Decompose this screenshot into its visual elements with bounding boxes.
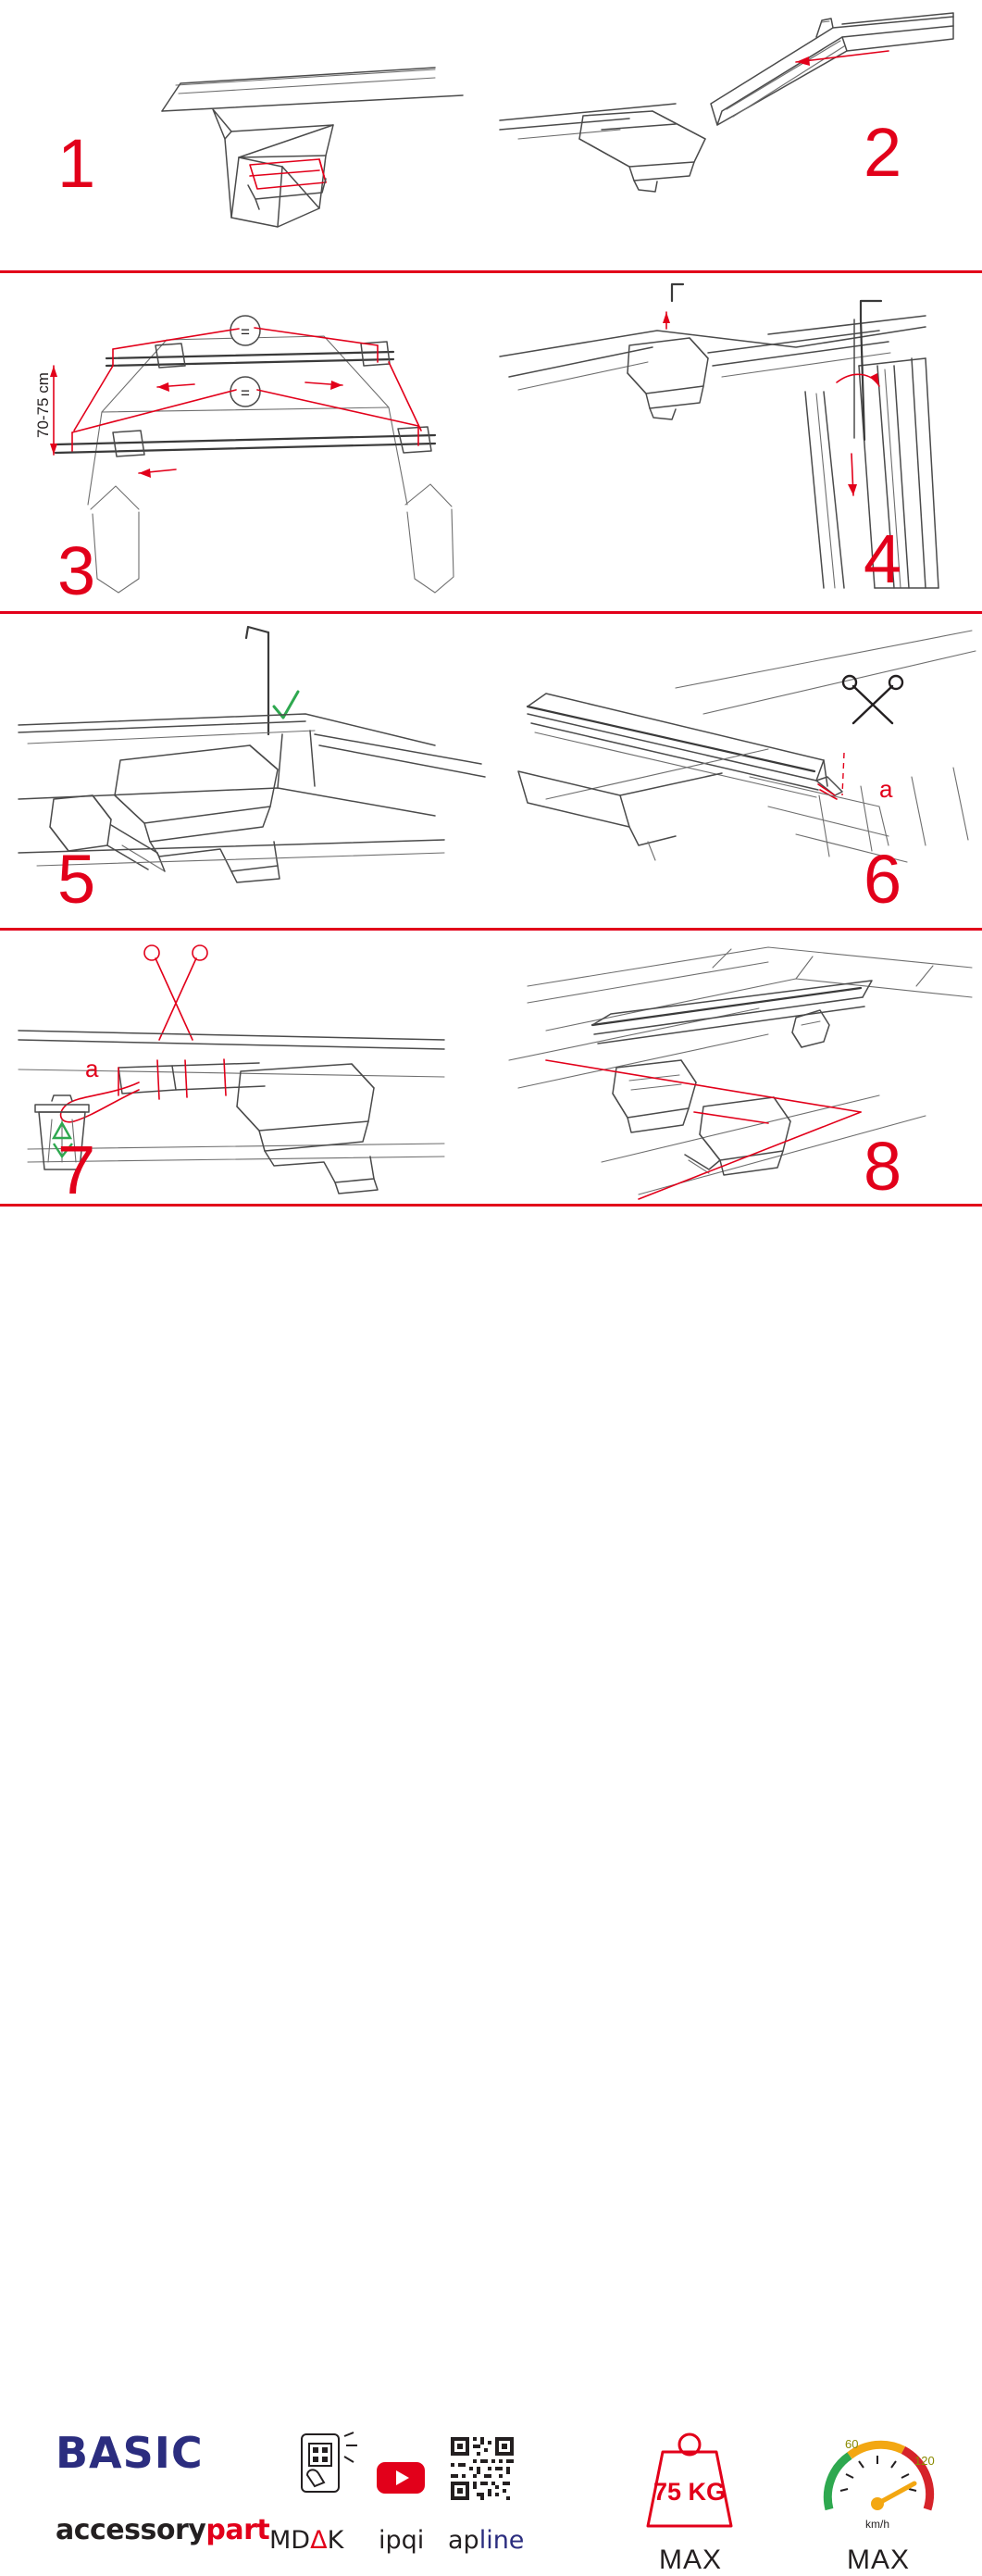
step-6-illustration bbox=[491, 614, 982, 928]
brand-title: BASIC bbox=[56, 2428, 204, 2478]
step-1-panel bbox=[0, 0, 491, 270]
step-8-panel bbox=[491, 931, 982, 1204]
step-5-panel bbox=[0, 614, 491, 928]
gauge-tick-120: 120 bbox=[914, 2454, 935, 2468]
step-7-part-label: a bbox=[85, 1055, 99, 1082]
step-5-number: 5 bbox=[57, 841, 96, 918]
step-6-part-label: a bbox=[879, 775, 893, 803]
max-speed-caption: MAX bbox=[847, 2545, 911, 2575]
step-8-number: 8 bbox=[864, 1128, 902, 1204]
max-load-caption: MAX bbox=[659, 2545, 723, 2575]
step-2-number: 2 bbox=[864, 114, 902, 191]
mdak-phone-icon bbox=[287, 2431, 370, 2505]
step-6-panel bbox=[491, 614, 982, 928]
qr-code-icon[interactable] bbox=[449, 2435, 516, 2502]
step-2-panel bbox=[491, 0, 982, 270]
step-4-number: 4 bbox=[864, 520, 902, 597]
step-4-illustration bbox=[491, 273, 982, 611]
step-4-panel bbox=[491, 273, 982, 611]
step-3-dimension-label: 70-75 cm bbox=[34, 372, 52, 438]
step-6-number: 6 bbox=[864, 841, 902, 918]
step-3-number: 3 bbox=[57, 532, 96, 609]
brand-sub-left: accessory bbox=[56, 2514, 206, 2546]
equal-mark-1: = bbox=[241, 323, 250, 341]
mdak-label: MDΔK bbox=[269, 2526, 344, 2555]
brand-subtitle bbox=[56, 2514, 269, 2546]
step-1-number: 1 bbox=[57, 125, 96, 202]
max-load-value: 75 KG bbox=[653, 2478, 727, 2506]
equal-mark-2: = bbox=[241, 384, 250, 402]
gauge-tick-60: 60 bbox=[845, 2437, 859, 2451]
step-7-panel bbox=[0, 931, 491, 1204]
step-7-number: 7 bbox=[57, 1132, 96, 1204]
gauge-unit: km/h bbox=[864, 2518, 890, 2531]
step-8-illustration bbox=[491, 931, 982, 1204]
youtube-icon[interactable] bbox=[375, 2458, 427, 2497]
ipqi-label: ipqi bbox=[379, 2526, 425, 2555]
max-load-icon bbox=[629, 2424, 750, 2535]
step-3-panel bbox=[0, 273, 491, 611]
brand-sub-right: part bbox=[205, 2514, 270, 2546]
apline-label: apline bbox=[448, 2526, 525, 2555]
step-2-illustration bbox=[491, 0, 982, 270]
footer bbox=[0, 1204, 982, 2575]
max-speed-icon bbox=[814, 2424, 944, 2537]
